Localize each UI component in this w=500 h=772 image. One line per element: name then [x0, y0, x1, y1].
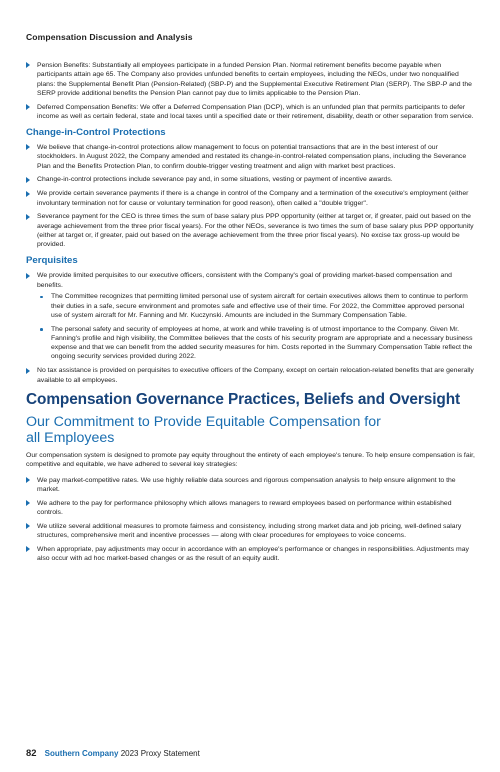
bullet-triangle-icon: [26, 191, 30, 197]
bullet-triangle-icon: [26, 368, 30, 374]
change-in-control-list: [26, 143, 476, 249]
section-heading-perquisites: Perquisites: [26, 255, 78, 267]
bullet-text: We provide limited perquisites to our executive officers, consistent with the Company's goal of providing market-based compensation and benefits.: [37, 272, 452, 289]
section-heading-change-in-control: Change-in-Control Protections: [26, 127, 166, 139]
page-number: 82: [26, 747, 37, 758]
document-title: 2023 Proxy Statement: [120, 749, 200, 758]
bullet-triangle-icon: [26, 273, 30, 279]
bullet-text: We utilize several additional measures to promote fairness and consistency, including strong market data and job pricing, well-defined salary structures, comprehensive merit and incentive processes — along with clear procedures for employees to voice concerns.: [37, 522, 462, 539]
sub-bullet-text: The personal safety and security of employees at home, at work and while traveling is of utmost importance to the Company. Given Mr. Fanning's profile and high visibility, the Committee believes that the costs of his security program are appropriate and a necessary business expense and that we can benefit from the added security measures for him. Costs reported in the Summary Compensation Table reflect the ongoing security services provided during 2022.: [51, 325, 473, 361]
list-item: [26, 189, 476, 208]
subsection-title-equitable-compensation: Our Commitment to Provide Equitable Compensation for all Employees: [26, 413, 381, 447]
bullet-triangle-icon: [26, 500, 30, 506]
bullet-triangle-icon: [26, 477, 30, 483]
list-item: [26, 545, 476, 564]
list-item: [26, 499, 476, 518]
benefits-list: [26, 61, 476, 121]
bullet-triangle-icon: [26, 62, 30, 68]
list-item: [26, 522, 476, 541]
bullet-triangle-icon: [26, 144, 30, 150]
list-item: [26, 143, 476, 171]
list-item: [26, 103, 476, 122]
sub-bullet-text: The Committee recognizes that permitting limited personal use of system aircraft for certain executives allows them to continue to perform their duties in a safe, secure environment and promotes safe and effective use of their time. For 2022, the Committee approved personal use of system aircraft for Mr. Fanning and Mr. Kuczynski. Amounts are included in the Summary Compensation Table.: [51, 293, 468, 319]
list-item: [26, 476, 476, 495]
bullet-text: Pension Benefits: Substantially all employees participate in a funded Pension Plan. Normal retirement benefits become payable when participants attain age 65. The Company also provides unfunded benefits to certain employees, including the NEOs, under two nonqualified plans: the Supplemental Benefit Plan (Pension-Related) (SBP-P) and the Supplemental Executive Retirement Plan (SERP). The SBP-P and the SERP provide additional benefits the Pension Plan cannot pay due to limits applicable to the Pension Plan.: [37, 62, 472, 97]
bullet-triangle-icon: [26, 214, 30, 220]
bullet-text: We adhere to the pay for performance philosophy which allows managers to reward employees based on performance within established controls.: [37, 499, 452, 516]
perquisites-list: [26, 271, 476, 384]
bullet-triangle-icon: [26, 104, 30, 110]
bullet-dot-icon: [40, 296, 43, 299]
page-footer: [26, 747, 200, 758]
bullet-text: We pay market-competitive rates. We use highly reliable data sources and rigorous compensation analysis to help ensure alignment to the market.: [37, 476, 456, 493]
bullet-dot-icon: [40, 328, 43, 331]
list-item: [26, 175, 476, 184]
company-name: Southern Company: [44, 749, 119, 758]
bullet-text: We provide certain severance payments if there is a change in control of the Company and a termination of the executive's employment (either involuntary termination not for cause or voluntary termination for good reason), often called a "double trigger".: [37, 190, 469, 207]
sub-list-item: [37, 325, 476, 362]
bullet-triangle-icon: [26, 546, 30, 552]
bullet-triangle-icon: [26, 177, 30, 183]
list-item: [26, 212, 476, 249]
bullet-text: We believe that change-in-control protections allow management to focus on potential transactions that are in the best interest of our stockholders. In August 2022, the Company amended and restated its change-in-control-related compensation plans, including the Severance Plan and the Benefits Protection Plan, to confirm double-trigger vesting treatment and align with market best practices.: [37, 144, 467, 170]
bullet-text: Deferred Compensation Benefits: We offer a Deferred Compensation Plan (DCP), which is an unfunded plan that permits participants to defer income as well as certain federal, state and local taxes until a specified date or their retirement, disability, death or other separation from service.: [37, 103, 474, 120]
page-content: [26, 32, 476, 568]
bullet-text: Severance payment for the CEO is three times the sum of base salary plus PPP opportunity (either at target or, if greater, paid out based on the average achievement from the three prior fiscal years). For the other NEOs, severance is two times the sum of base salary plus PPP opportunity (either at target or, if greater, paid out based on the average achievement from the three prior fiscal years). No excise tax gross-up would be provided.: [37, 213, 474, 249]
intro-paragraph: Our compensation system is designed to promote pay equity throughout the entirety of each employee's tenure. To help ensure compensation is fair, competitive and equitable, we have adhered to several key strategies:: [26, 452, 475, 469]
bullet-text: Change-in-control protections include severance pay and, in some situations, vesting or payment of incentive awards.: [37, 176, 393, 184]
running-header: Compensation Discussion and Analysis: [26, 32, 193, 42]
bullet-text: When appropriate, pay adjustments may occur in accordance with an employee's performance or changes in responsibilities. Adjustments may also occur with ad hoc market-based changes or as the result of an equity audit.: [37, 545, 469, 563]
sub-list-item: [37, 292, 476, 320]
perquisites-sub-list: [37, 292, 476, 361]
section-title-governance: Compensation Governance Practices, Beliefs and Oversight: [26, 390, 461, 408]
list-item: [26, 61, 476, 98]
bullet-triangle-icon: [26, 523, 30, 529]
governance-strategies-list: [26, 476, 476, 564]
list-item: [26, 366, 476, 385]
list-item: [26, 271, 476, 361]
bullet-text: No tax assistance is provided on perquisites to executive officers of the Company, except on certain relocation-related benefits that are generally available to all employees.: [37, 367, 474, 384]
